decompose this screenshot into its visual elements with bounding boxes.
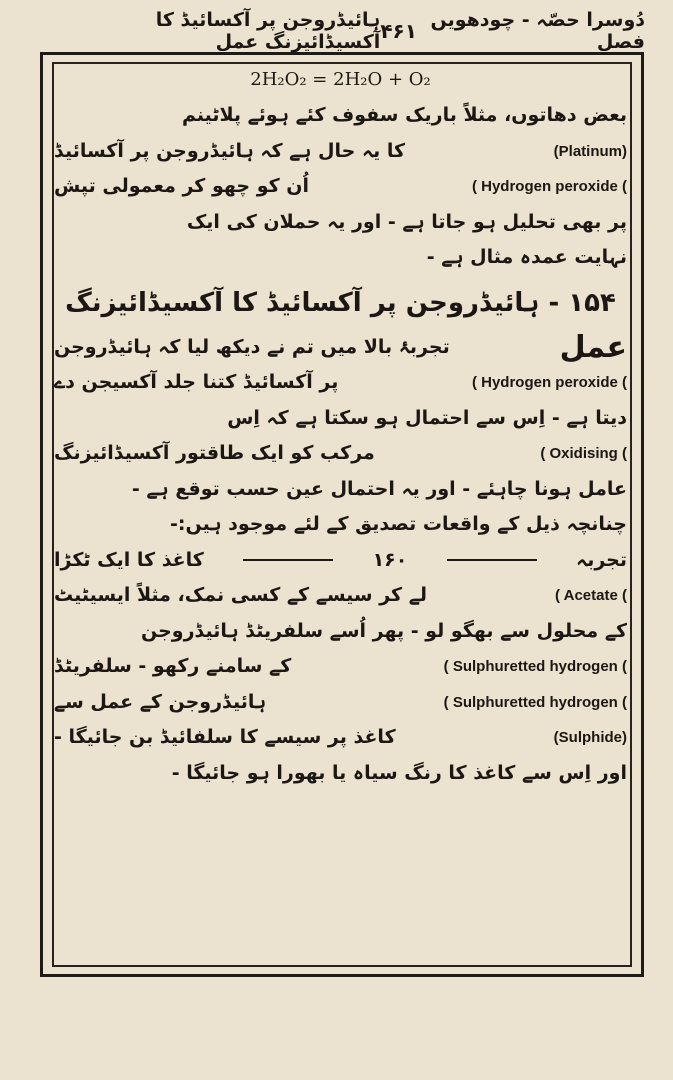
experiment-label: تجربہ [576,548,627,571]
text-line: ( Hydrogen peroxide ( اُن کو چھو کر معمولی تپش [54,169,627,205]
text-line: ( Sulphuretted hydrogen ( ہائیڈروجن کے عمل سے [54,685,627,721]
term-hydrogen-peroxide: ( Hydrogen peroxide ( [471,178,627,195]
text-line: دیتا ہے - اِس سے احتمال ہو سکتا ہے کہ اِس [227,406,627,429]
term-oxidising: ( Oxidising ( [540,445,627,462]
text-line: بعض دھاتوں، مثلاً باریک سفوف کئے ہوئے پلاٹینم [181,104,627,126]
side-label-amal: عمل [559,329,627,365]
text-line: (Platinum) کا یہ حال ہے کہ ہائیڈروجن پر آکسائیڈ [54,134,627,170]
running-head-topic: ہائیڈروجن پر آکسائیڈ کا آکسیڈائیزنگ عمل [155,9,381,53]
text-line: ( Oxidising ( مرکب کو ایک طاقتور آکسیڈائیزنگ [54,436,627,472]
term-sulphide: (Sulphide) [553,729,627,746]
text-line: کے محلول سے بھگو لو - پھر اُسے سلفریٹڈ ہائیڈروجن [140,619,627,642]
experiment-tail: کاغذ کا ایک ٹکڑا [54,548,204,571]
page-text [54,62,627,791]
page-number: ۴۶۱ [380,19,417,43]
experiment-line [54,543,627,579]
text-line: (Sulphide) کاغذ پر سیسے کا سلفائیڈ بن جائیگا - [54,720,627,756]
decomposition-equation: 2H₂O₂ = 2H₂O + O₂ [250,69,431,90]
text-line: پر بھی تحلیل ہو جاتا ہے - اور یہ حملان کی ایک [186,210,627,233]
rule [243,559,333,561]
running-head [45,9,645,53]
term-acetate: ( Acetate ( [555,587,627,604]
text-line: ( Acetate ( لے کر سیسے کے کسی نمک، مثلاً ایسیٹیٹ [54,578,627,614]
text-line: چنانچہ ذیل کے واقعات تصدیق کے لئے موجود ہیں:- [169,513,627,535]
term-platinum: (Platinum) [553,142,627,160]
section-heading: ۱۵۴ - ہائیڈروجن پر آکسائیڈ کا آکسیڈائیزنگ [65,287,616,318]
text-line: اور اِس سے کاغذ کا رنگ سیاہ یا بھورا ہو جائیگا - [171,761,627,784]
experiment-number: ۱۶۰ [372,548,408,571]
text-line: عمل تجربۂ بالا میں تم نے دیکھ لیا کہ ہائیڈروجن [54,329,627,365]
text-line: نہایت عمدہ مثال ہے - [426,246,627,268]
text-line: ( Hydrogen peroxide ( پر آکسائیڈ کتنا جلد آکسیجن دے [54,365,627,401]
term-hydrogen-peroxide: ( Hydrogen peroxide ( [471,374,627,391]
term-sulphuretted-hydrogen: ( Sulphuretted hydrogen ( [443,693,627,711]
text-line: ( Sulphuretted hydrogen ( کے سامنے رکھو - سلفریٹڈ [54,649,627,685]
text-line: عامل ہونا چاہئے - اور یہ احتمال عین حسب توقع ہے - [131,477,627,500]
term-sulphuretted-hydrogen: ( Sulphuretted hydrogen ( [443,658,627,675]
rule [447,559,537,561]
running-head-section: دُوسرا حصّہ - چودھویں فصل [430,9,645,53]
